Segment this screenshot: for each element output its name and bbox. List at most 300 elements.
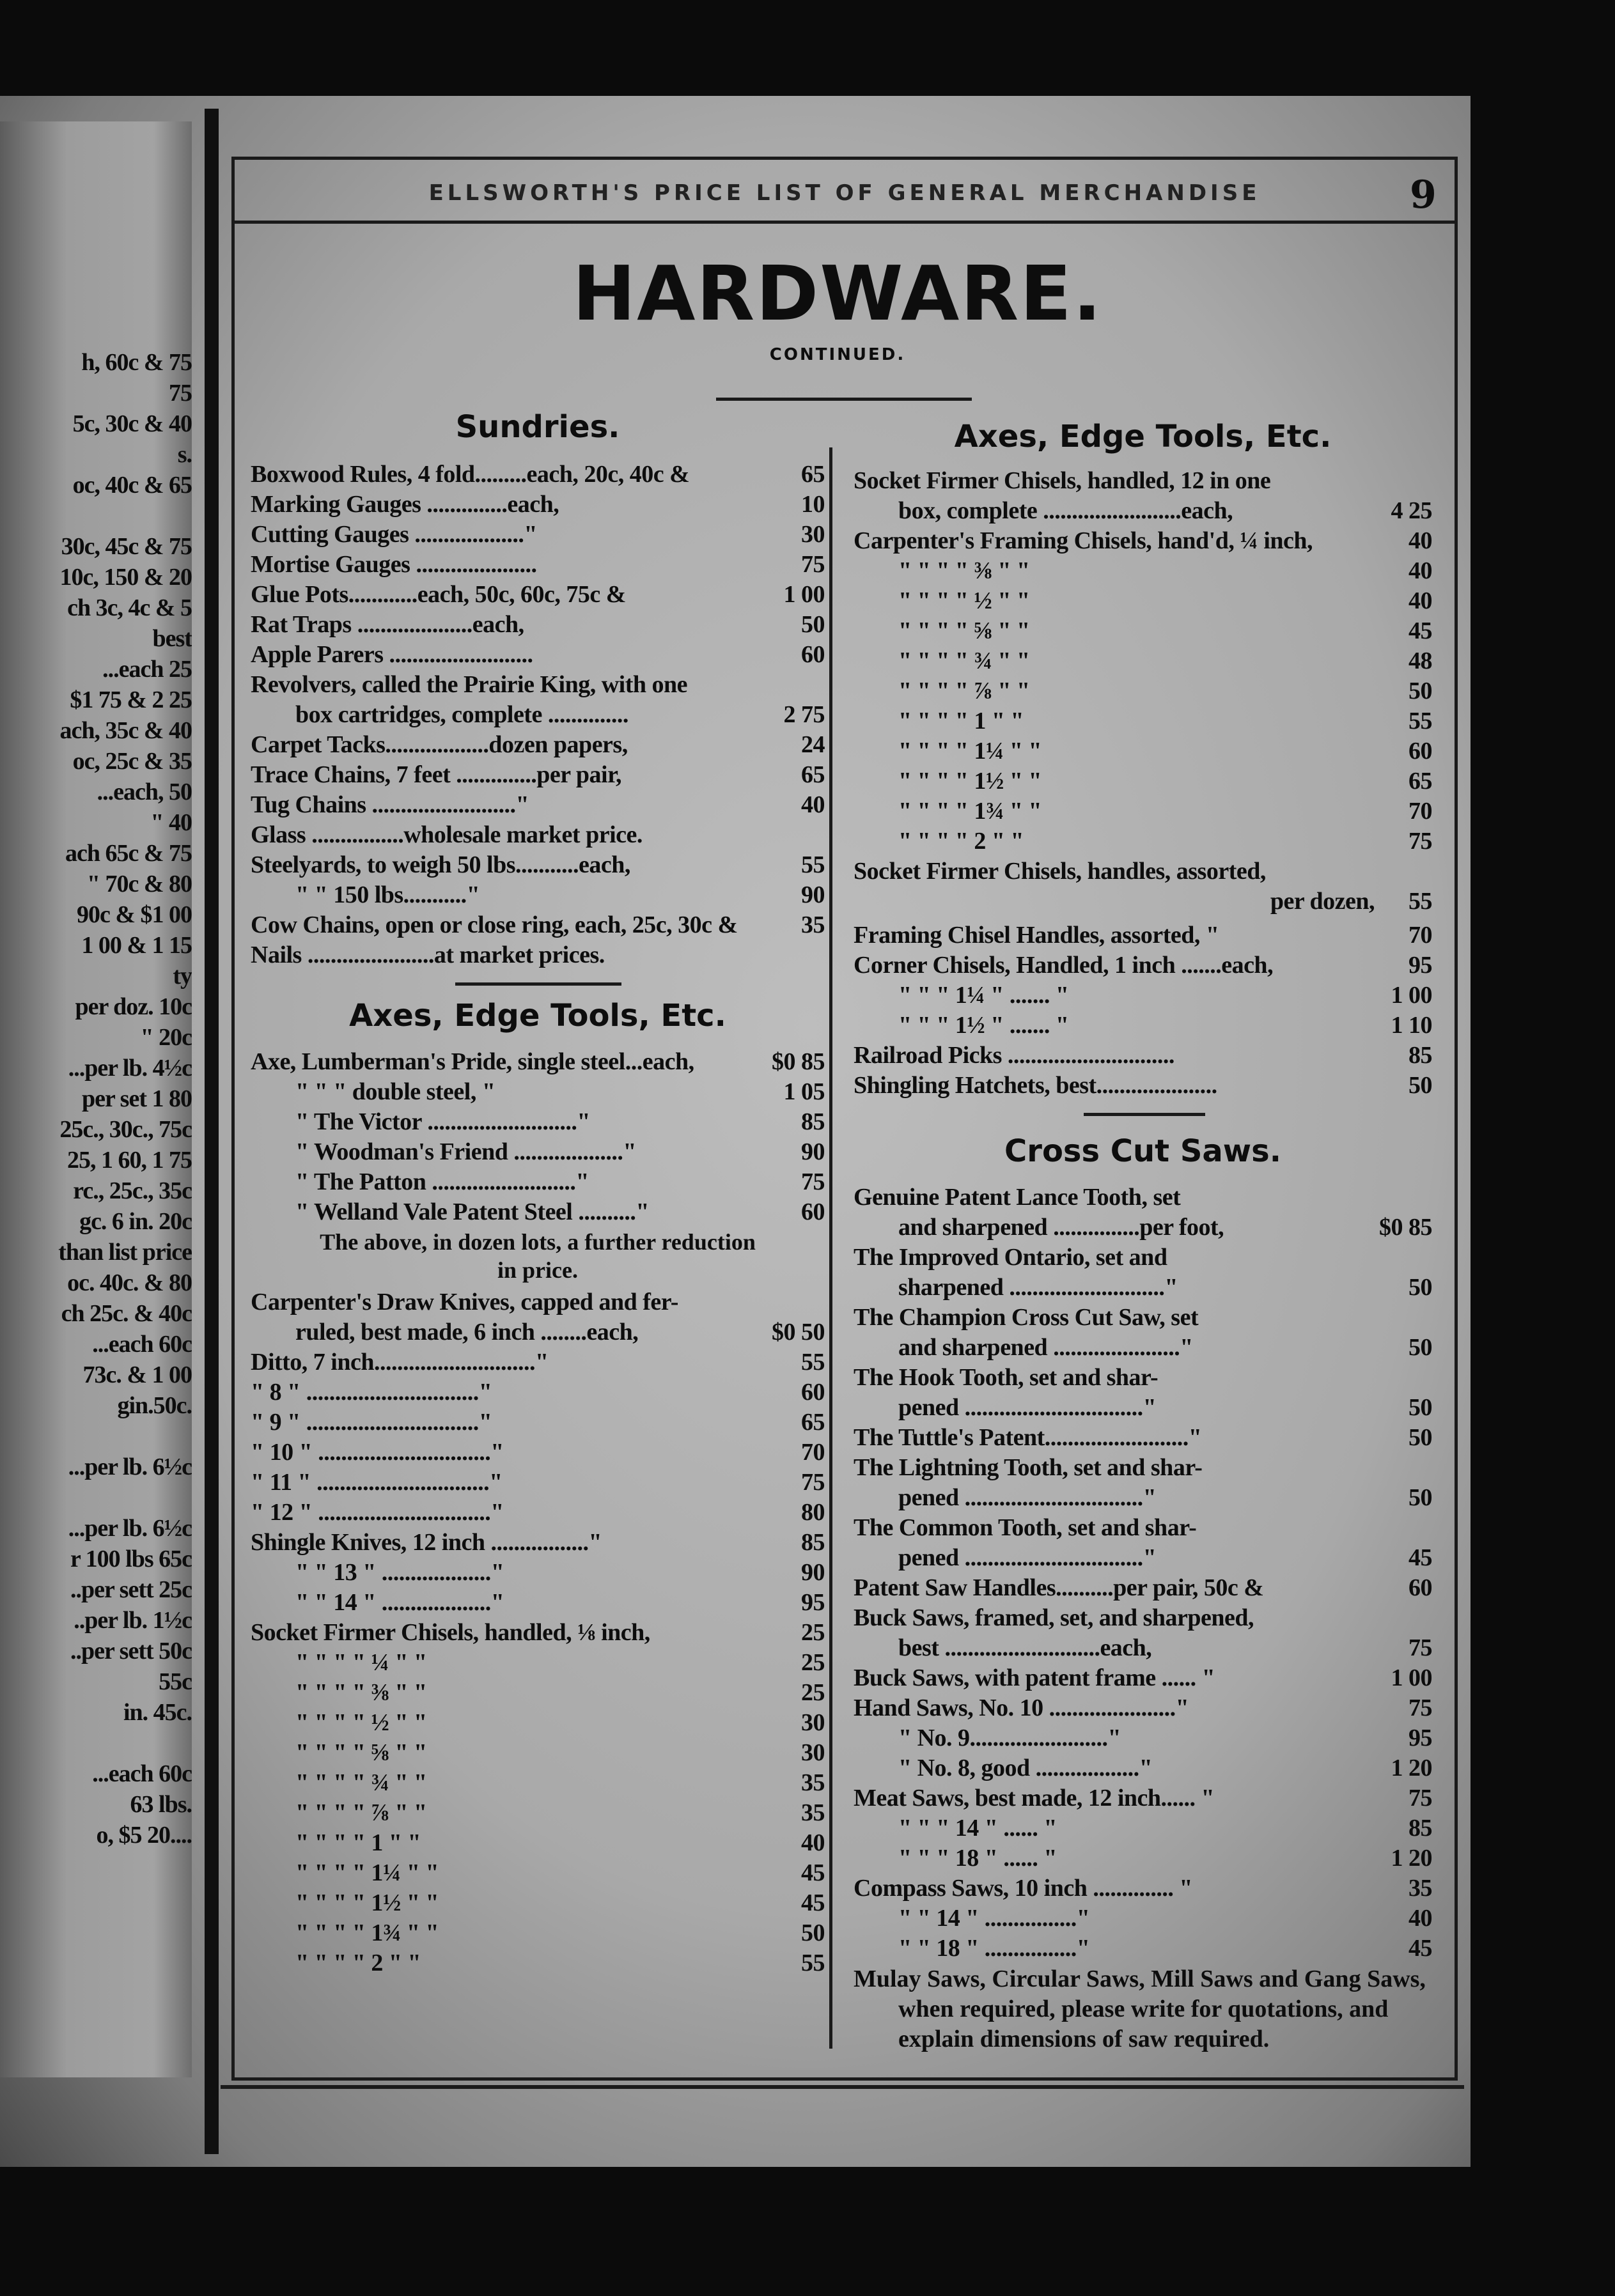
socket-chisel-item xyxy=(251,1648,825,1679)
strip-line: " 40 xyxy=(150,809,192,836)
strip-line: 10c, 150 & 20 xyxy=(59,564,192,591)
item-price: 95 xyxy=(1408,952,1432,979)
strip-line: 25, 1 60, 1 75 xyxy=(67,1147,192,1174)
framing-chisel-item xyxy=(854,677,1432,708)
socket-chisel-item xyxy=(251,1859,825,1889)
strip-line: per doz. 10c xyxy=(75,993,192,1020)
item-text: " " " " ¾ " " xyxy=(295,1769,427,1796)
cross-cut-saw-item-cont xyxy=(854,1273,1432,1304)
cross-cut-saw-item-cont xyxy=(854,1544,1432,1574)
item-text: " " " " ½ " " xyxy=(898,587,1030,614)
page-gutter xyxy=(205,109,219,2154)
item-text: " No. 8, good .................." xyxy=(898,1755,1153,1781)
strip-line: oc, 25c & 35 xyxy=(72,748,192,775)
item-text: " 12 " .............................." xyxy=(251,1499,504,1526)
item-price: 45 xyxy=(801,1859,825,1886)
item-text: " " " " ¼ " " xyxy=(295,1649,427,1676)
strip-line: than list price xyxy=(58,1239,192,1266)
item-price: 55 xyxy=(801,851,825,878)
item-price: 24 xyxy=(801,731,825,758)
edge-tool-item xyxy=(854,921,1432,952)
item-text: Nails ......................at market prices. xyxy=(251,942,605,968)
item-price: 45 xyxy=(801,1889,825,1916)
item-price: 40 xyxy=(1408,557,1432,584)
draw-knives-item-cont xyxy=(251,1318,825,1349)
strip-line: oc. 40c. & 80 xyxy=(67,1269,192,1296)
strip-line: r 100 lbs 65c xyxy=(70,1546,192,1572)
item-text: Buck Saws, framed, set, and sharpened, xyxy=(854,1604,1254,1631)
item-price: 25 xyxy=(801,1679,825,1706)
item-price: 1 20 xyxy=(1391,1755,1432,1781)
item-text: Apple Parers ......................... xyxy=(251,641,533,668)
item-text: " 10 " .............................." xyxy=(251,1439,504,1466)
item-text: " 8 " .............................." xyxy=(251,1379,492,1406)
strip-line: ach 65c & 75 xyxy=(65,840,192,867)
edge-tool-item xyxy=(854,1041,1432,1072)
item-price: 75 xyxy=(1408,1634,1432,1661)
mulay-saws-note: Mulay Saws, Circular Saws, Mill Saws and Gang Saws, when required, please write for quotations, and explain dimensions of saw required. xyxy=(854,1966,1426,2052)
sundries-item xyxy=(251,941,825,972)
item-price: 40 xyxy=(1408,1905,1432,1932)
item-price: 35 xyxy=(1408,1875,1432,1902)
shingle-knife-item xyxy=(251,1558,825,1589)
cross-cut-saw-item xyxy=(854,1303,1432,1334)
framing-chisel-item xyxy=(854,557,1432,587)
strip-line: 55c xyxy=(159,1668,192,1695)
page-number: 9 xyxy=(1410,173,1437,217)
strip-line: ...per lb. 6½c xyxy=(68,1515,192,1542)
page-subtitle: CONTINUED. xyxy=(769,345,906,364)
item-price: 1 00 xyxy=(1391,982,1432,1009)
assorted-chisels-cont xyxy=(854,887,1432,918)
item-price: 50 xyxy=(1408,1274,1432,1301)
item-text: The Champion Cross Cut Saw, set xyxy=(854,1304,1199,1331)
item-price: 48 xyxy=(1408,648,1432,674)
item-text: Genuine Patent Lance Tooth, set xyxy=(854,1184,1181,1211)
edge-tool-item xyxy=(854,981,1432,1012)
item-text: " 11 " .............................." xyxy=(251,1469,503,1496)
item-price: 35 xyxy=(801,1769,825,1796)
framing-chisel-item xyxy=(854,527,1432,557)
shingle-knife-item xyxy=(251,1528,825,1559)
item-text: " 9 " .............................." xyxy=(251,1409,492,1436)
draw-knife-size-item xyxy=(251,1468,825,1499)
item-price: 95 xyxy=(801,1589,825,1616)
item-text: box cartridges, complete .............. xyxy=(295,701,628,728)
item-text: Rat Traps ....................each, xyxy=(251,611,524,638)
item-text: " The Victor .........................." xyxy=(295,1108,590,1135)
item-price: 60 xyxy=(1408,738,1432,764)
item-text: " Welland Vale Patent Steel .........." xyxy=(295,1198,649,1225)
item-price: 45 xyxy=(1408,617,1432,644)
item-price: 60 xyxy=(801,641,825,668)
item-price: 75 xyxy=(1408,1695,1432,1721)
item-text: Glue Pots............each, 50c, 60c, 75c & xyxy=(251,581,626,608)
item-text: " " " " 1¼ " " xyxy=(295,1859,439,1886)
item-text: " " " " ¾ " " xyxy=(898,648,1030,674)
item-text: " " 18 " ................" xyxy=(898,1935,1090,1962)
item-price: 1 00 xyxy=(783,581,825,608)
item-price: 60 xyxy=(801,1379,825,1406)
section-rule xyxy=(455,982,621,986)
item-text: The Common Tooth, set and shar- xyxy=(854,1514,1197,1541)
item-price: 50 xyxy=(1408,1072,1432,1099)
strip-line: 25c., 30c., 75c xyxy=(59,1116,192,1143)
strip-line: gc. 6 in. 20c xyxy=(79,1208,192,1235)
item-price: 55 xyxy=(1408,708,1432,734)
item-price: 50 xyxy=(1408,1484,1432,1511)
item-text: Trace Chains, 7 feet ..............per pair, xyxy=(251,761,621,788)
item-price: 30 xyxy=(801,521,825,548)
item-text: Boxwood Rules, 4 fold.........each, 20c, 40c & xyxy=(251,461,690,488)
item-text: pened ..............................." xyxy=(898,1484,1157,1511)
item-price: 4 25 xyxy=(1391,497,1432,524)
framing-chisel-item xyxy=(854,587,1432,617)
item-price: 1 10 xyxy=(1391,1012,1432,1039)
item-text: " " " " 1¼ " " xyxy=(898,738,1042,764)
strip-line: in. 45c. xyxy=(123,1699,192,1726)
item-text: per dozen, xyxy=(1270,888,1375,915)
strip-line: ...each 60c xyxy=(92,1331,192,1358)
item-text: " " " " ⅝ " " xyxy=(898,617,1030,644)
item-text: " The Patton ........................." xyxy=(295,1168,589,1195)
item-text: " " " 14 " ...... " xyxy=(898,1815,1057,1842)
bottom-rule xyxy=(221,2085,1464,2089)
buck-saw-item-cont xyxy=(854,1634,1432,1664)
item-text: ruled, best made, 6 inch ........each, xyxy=(295,1319,639,1346)
item-price: 95 xyxy=(1408,1725,1432,1751)
item-text: Hand Saws, No. 10 ......................" xyxy=(854,1695,1189,1721)
shingle-knife-item xyxy=(251,1588,825,1619)
item-text: best ...........................each, xyxy=(898,1634,1152,1661)
axes-note: The above, in dozen lots, a further reduction in price. xyxy=(320,1229,756,1283)
sundries-item xyxy=(251,821,825,851)
framing-chisel-item xyxy=(854,617,1432,648)
item-text: " No. 9........................" xyxy=(898,1725,1121,1751)
sundries-item xyxy=(251,520,825,551)
item-text: and sharpened ......................" xyxy=(898,1334,1193,1361)
strip-line: ...each 25 xyxy=(102,656,192,683)
framing-chisel-item xyxy=(854,827,1432,858)
framing-chisel-item xyxy=(854,647,1432,678)
strip-line: ..per sett 50c xyxy=(70,1638,192,1664)
cross-cut-saw-item-cont xyxy=(854,1213,1432,1244)
item-text: The Improved Ontario, set and xyxy=(854,1244,1167,1271)
sundries-item xyxy=(251,701,825,731)
item-text: Shingle Knives, 12 inch ................." xyxy=(251,1529,602,1556)
item-price: 75 xyxy=(801,1168,825,1195)
item-text: Axe, Lumberman's Pride, single steel...each, xyxy=(251,1048,694,1075)
sundries-item xyxy=(251,911,825,942)
item-text: " " " " 1½ " " xyxy=(295,1889,439,1916)
item-price: 10 xyxy=(801,491,825,518)
section-heading-saws: Cross Cut Saws. xyxy=(1004,1133,1281,1169)
item-text: Mortise Gauges ..................... xyxy=(251,551,537,578)
strip-line: 73c. & 1 00 xyxy=(82,1361,192,1388)
item-price: 45 xyxy=(1408,1935,1432,1962)
sundries-item xyxy=(251,671,825,701)
column-divider xyxy=(829,447,832,2049)
item-price: 60 xyxy=(1408,1574,1432,1601)
item-text: " " " " 2 " " xyxy=(295,1950,421,1976)
item-text: Buck Saws, with patent frame ...... " xyxy=(854,1664,1215,1691)
item-price: 1 05 xyxy=(783,1078,825,1105)
item-price: 40 xyxy=(801,791,825,818)
axes-item xyxy=(251,1048,825,1078)
section-heading-axes: Axes, Edge Tools, Etc. xyxy=(349,998,726,1034)
axes-item xyxy=(251,1168,825,1198)
item-price: 65 xyxy=(801,461,825,488)
item-price: 25 xyxy=(801,1619,825,1646)
socket-chisel-item xyxy=(251,1739,825,1769)
item-text: " " " " ⅞ " " xyxy=(295,1799,427,1826)
item-text: Compass Saws, 10 inch .............. " xyxy=(854,1875,1192,1902)
sundries-item xyxy=(251,640,825,671)
axes-item xyxy=(251,1108,825,1138)
item-text: Cutting Gauges ..................." xyxy=(251,521,538,548)
item-price: 70 xyxy=(1408,798,1432,825)
item-text: " " " 18 " ...... " xyxy=(898,1845,1057,1872)
socket-chisel-item xyxy=(251,1618,825,1649)
strip-line: s. xyxy=(177,441,192,468)
item-price: 55 xyxy=(1408,888,1432,915)
item-price: $0 85 xyxy=(772,1048,825,1075)
strip-line: 63 lbs. xyxy=(130,1791,192,1818)
item-price: 70 xyxy=(801,1439,825,1466)
compass-saw-item xyxy=(854,1904,1432,1935)
strip-line: ...per lb. 6½c xyxy=(68,1454,192,1480)
item-price: 25 xyxy=(801,1649,825,1676)
item-text: Shingling Hatchets, best..................... xyxy=(854,1072,1217,1099)
item-price: 35 xyxy=(801,1799,825,1826)
sundries-item xyxy=(251,460,825,491)
item-price: 75 xyxy=(1408,828,1432,855)
item-price: 50 xyxy=(1408,1394,1432,1421)
item-text: " " " double steel, " xyxy=(295,1078,495,1105)
sundries-item xyxy=(251,490,825,521)
item-text: Cow Chains, open or close ring, each, 25c, 30c & xyxy=(251,911,738,938)
sundries-item xyxy=(251,550,825,581)
buck-saw-item xyxy=(854,1604,1432,1634)
strip-line: rc., 25c., 35c xyxy=(73,1177,192,1204)
meat-saw-item xyxy=(854,1844,1432,1875)
socket-chisel-item xyxy=(251,1709,825,1739)
socket-set-item xyxy=(854,467,1432,497)
axes-item xyxy=(251,1078,825,1108)
sundries-item xyxy=(251,791,825,821)
item-text: Steelyards, to weigh 50 lbs...........each, xyxy=(251,851,630,878)
draw-knife-size-item xyxy=(251,1438,825,1469)
item-price: 50 xyxy=(801,1920,825,1946)
item-price: 85 xyxy=(801,1108,825,1135)
item-price: 85 xyxy=(801,1529,825,1556)
item-price: 65 xyxy=(801,761,825,788)
item-text: Revolvers, called the Prairie King, with one xyxy=(251,671,687,698)
sundries-item xyxy=(251,761,825,791)
cross-cut-saw-item-cont xyxy=(854,1484,1432,1514)
section-rule xyxy=(1084,1113,1205,1116)
item-text: " " " " ⅜ " " xyxy=(295,1679,427,1706)
item-text: Socket Firmer Chisels, handles, assorted, xyxy=(854,858,1266,885)
item-text: The Lightning Tooth, set and shar- xyxy=(854,1454,1203,1481)
item-text: " Woodman's Friend ..................." xyxy=(295,1138,636,1165)
strip-line: 1 00 & 1 15 xyxy=(81,932,192,959)
item-text: " " 14 " ................" xyxy=(898,1905,1090,1932)
item-price: 1 20 xyxy=(1391,1845,1432,1872)
item-text: Corner Chisels, Handled, 1 inch .......each, xyxy=(854,952,1274,979)
item-price: 40 xyxy=(1408,527,1432,554)
item-price: 2 75 xyxy=(783,701,825,728)
item-price: 40 xyxy=(1408,587,1432,614)
sundries-item xyxy=(251,851,825,881)
item-price: 75 xyxy=(801,551,825,578)
item-price: 55 xyxy=(801,1950,825,1976)
item-text: pened ..............................." xyxy=(898,1394,1157,1421)
item-text: " " " " 1¾ " " xyxy=(295,1920,439,1946)
strip-line: " 20c xyxy=(140,1024,192,1051)
item-text: " " 13 " ..................." xyxy=(295,1559,504,1586)
edge-tool-item xyxy=(854,1071,1432,1102)
cross-cut-saw-item xyxy=(854,1514,1432,1544)
socket-chisel-item xyxy=(251,1679,825,1709)
item-text: " " " " ½ " " xyxy=(295,1709,427,1736)
section-heading-sundries: Sundries. xyxy=(455,409,620,445)
item-price: 60 xyxy=(801,1198,825,1225)
cross-cut-saw-item xyxy=(854,1423,1432,1454)
framing-chisel-item xyxy=(854,797,1432,828)
strip-line: ...per lb. 4½c xyxy=(68,1055,192,1082)
item-text: " " " " ⅜ " " xyxy=(898,557,1030,584)
item-text: Framing Chisel Handles, assorted, " xyxy=(854,922,1219,949)
strip-line: per set 1 80 xyxy=(82,1085,192,1112)
item-price: 35 xyxy=(801,911,825,938)
strip-line: 5c, 30c & 40 xyxy=(72,410,192,437)
strip-line: oc, 40c & 65 xyxy=(72,472,192,499)
socket-chisel-item xyxy=(251,1889,825,1920)
item-text: " " " 1½ " ....... " xyxy=(898,1012,1069,1039)
draw-knife-size-item xyxy=(251,1408,825,1439)
meat-saw-item xyxy=(854,1784,1432,1815)
strip-line: 75 xyxy=(169,380,192,407)
strip-line: ..per lb. 1½c xyxy=(74,1607,192,1634)
strip-line: gin.50c. xyxy=(117,1392,192,1419)
item-price: 50 xyxy=(1408,1334,1432,1361)
strip-line: ch 25c. & 40c xyxy=(61,1300,192,1327)
strip-line: ach, 35c & 40 xyxy=(59,717,192,744)
buck-saw-patent-item xyxy=(854,1664,1432,1695)
edge-tool-item xyxy=(854,951,1432,982)
item-text: Ditto, 7 inch............................" xyxy=(251,1349,549,1376)
item-text: " " 150 lbs..........." xyxy=(295,881,480,908)
item-text: Marking Gauges ..............each, xyxy=(251,491,559,518)
socket-chisel-item xyxy=(251,1769,825,1799)
item-text: Carpet Tacks..................dozen papers, xyxy=(251,731,628,758)
item-price: 85 xyxy=(1408,1815,1432,1842)
sundries-item xyxy=(251,881,825,911)
strip-line: 90c & $1 00 xyxy=(76,901,192,928)
item-price: 75 xyxy=(1408,1785,1432,1811)
item-text: Carpenter's Draw Knives, capped and fer- xyxy=(251,1289,678,1315)
item-text: The Hook Tooth, set and shar- xyxy=(854,1364,1159,1391)
item-price: 40 xyxy=(801,1829,825,1856)
axes-item xyxy=(251,1138,825,1168)
framing-chisel-item xyxy=(854,767,1432,798)
item-text: The Tuttle's Patent........................." xyxy=(854,1424,1202,1451)
item-text: Socket Firmer Chisels, handled, 12 in one xyxy=(854,467,1271,494)
item-price: 1 00 xyxy=(1391,1664,1432,1691)
item-text: Railroad Picks ............................. xyxy=(854,1042,1174,1069)
item-text: Carpenter's Framing Chisels, hand'd, ¼ inch, xyxy=(854,527,1313,554)
item-text: Meat Saws, best made, 12 inch...... " xyxy=(854,1785,1215,1811)
cross-cut-saw-item xyxy=(854,1183,1432,1214)
draw-knife-size-item xyxy=(251,1498,825,1529)
item-text: " " " " 1 " " xyxy=(295,1829,421,1856)
sundries-item xyxy=(251,610,825,641)
item-price: 80 xyxy=(801,1499,825,1526)
strip-line: ...each, 50 xyxy=(97,779,192,805)
cross-cut-saw-item xyxy=(854,1454,1432,1484)
item-price: 75 xyxy=(801,1469,825,1496)
item-text: " " " " 1¾ " " xyxy=(898,798,1042,825)
item-price: 65 xyxy=(1408,768,1432,795)
item-price: 50 xyxy=(1408,678,1432,704)
previous-page-strip xyxy=(0,121,192,2077)
hand-saw-item xyxy=(854,1694,1432,1725)
item-price: 30 xyxy=(801,1739,825,1766)
section-heading-axes-cont: Axes, Edge Tools, Etc. xyxy=(954,419,1332,454)
hand-saw-item xyxy=(854,1724,1432,1755)
item-price: 90 xyxy=(801,1559,825,1586)
item-text: " " " 1¼ " ....... " xyxy=(898,982,1069,1009)
strip-line: " 70c & 80 xyxy=(86,871,192,897)
strip-line: ...each 60c xyxy=(92,1760,192,1787)
item-price: 45 xyxy=(1408,1544,1432,1571)
item-text: and sharpened ...............per foot, xyxy=(898,1214,1224,1241)
item-text: Patent Saw Handles..........per pair, 50c & xyxy=(854,1574,1264,1601)
item-text: box, complete ........................each, xyxy=(898,497,1233,524)
cross-cut-saw-item xyxy=(854,1243,1432,1274)
item-price: 55 xyxy=(801,1349,825,1376)
socket-chisel-item xyxy=(251,1829,825,1859)
running-head: ELLSWORTH'S PRICE LIST OF GENERAL MERCHANDISE xyxy=(231,163,1458,224)
item-price: 50 xyxy=(1408,1424,1432,1451)
framing-chisel-item xyxy=(854,737,1432,768)
item-text: " " " " 1½ " " xyxy=(898,768,1042,795)
item-price: 90 xyxy=(801,881,825,908)
item-text: sharpened ..........................." xyxy=(898,1274,1178,1301)
strip-line: best xyxy=(152,625,192,652)
item-text: " " " " ⅞ " " xyxy=(898,678,1030,704)
item-text: pened ..............................." xyxy=(898,1544,1157,1571)
item-text: " " 14 " ..................." xyxy=(295,1589,504,1616)
strip-line: ty xyxy=(173,963,192,989)
sundries-item xyxy=(251,580,825,611)
saw-handles-item xyxy=(854,1574,1432,1604)
edge-tool-item xyxy=(854,1011,1432,1042)
title-rule xyxy=(716,398,972,401)
strip-line: o, $5 20.... xyxy=(96,1822,192,1849)
compass-saw-item xyxy=(854,1934,1432,1965)
socket-chisel-item xyxy=(251,1799,825,1829)
item-text: Socket Firmer Chisels, handled, ⅛ inch, xyxy=(251,1619,650,1646)
item-price: $0 50 xyxy=(772,1319,825,1346)
strip-line: $1 75 & 2 25 xyxy=(70,686,192,713)
item-price: $0 85 xyxy=(1379,1214,1432,1241)
item-price: 65 xyxy=(801,1409,825,1436)
item-text: Glass ................wholesale market price. xyxy=(251,821,643,848)
draw-knife-size-item xyxy=(251,1348,825,1379)
compass-saw-item xyxy=(854,1874,1432,1905)
